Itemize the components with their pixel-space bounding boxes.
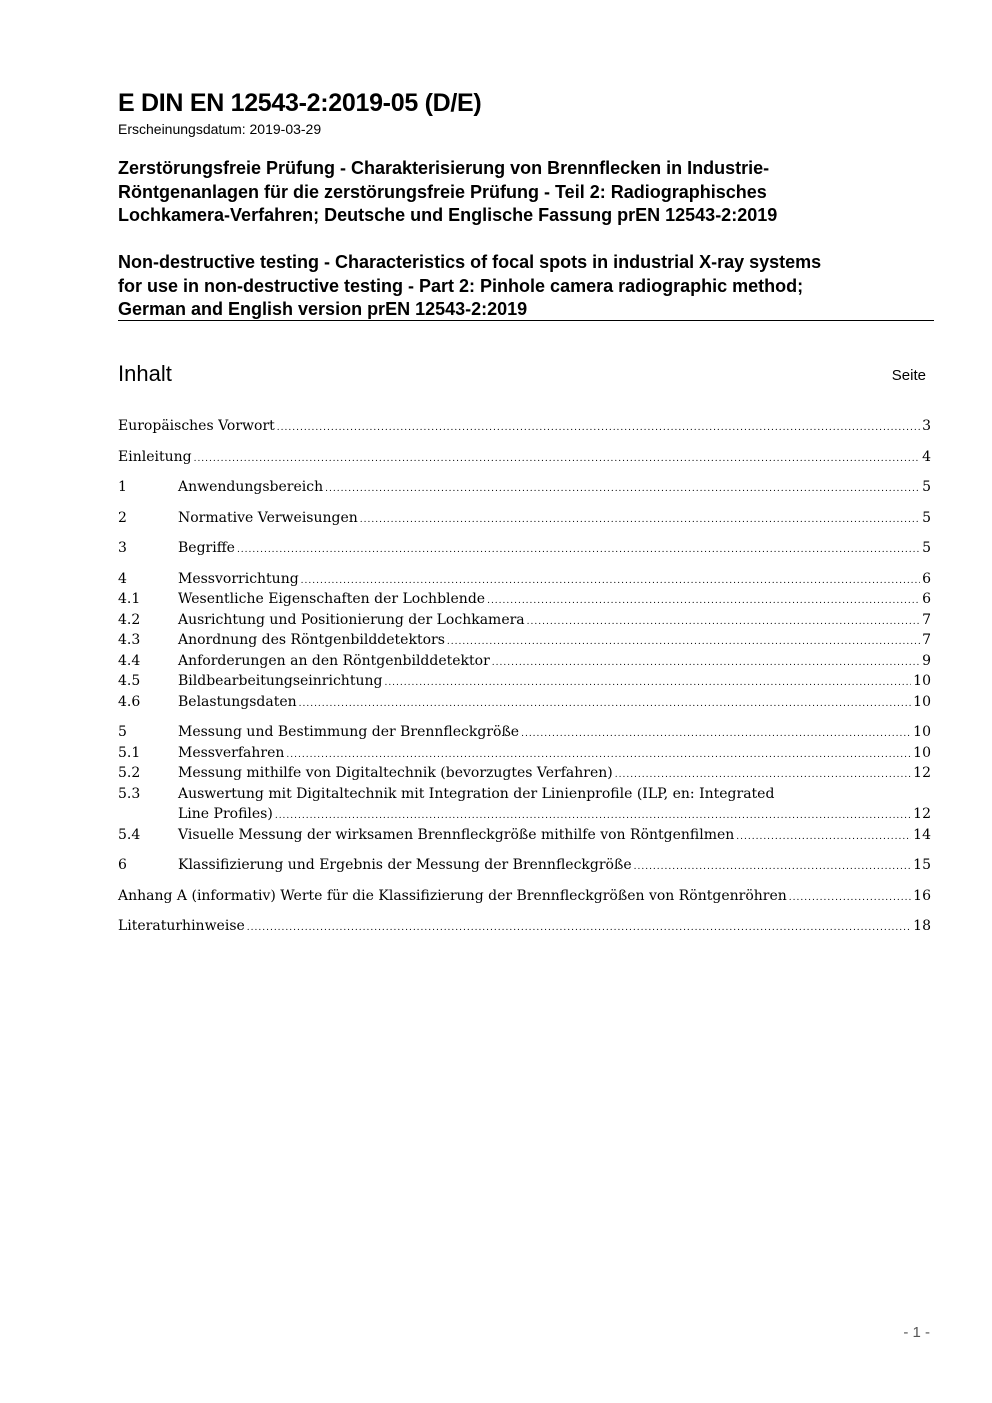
toc-entry-page: 14 bbox=[913, 826, 931, 843]
toc-entry[interactable] bbox=[118, 743, 931, 764]
toc-entry-number: 4.3 bbox=[118, 632, 141, 648]
toc-leader-dots bbox=[492, 653, 920, 674]
toc-entry-label: Klassifizierung und Ergebnis der Messung der Brennfleckgröße bbox=[178, 857, 632, 873]
toc-leader-dots bbox=[275, 806, 911, 827]
toc-entry-label: Anordnung des Röntgenbilddetektors bbox=[178, 632, 445, 648]
toc-entry-continuation[interactable] bbox=[118, 804, 931, 825]
toc-leader-dots bbox=[286, 745, 911, 766]
toc-entry-page: 15 bbox=[913, 857, 931, 873]
toc-entry-page: 12 bbox=[913, 806, 931, 822]
toc-entry-label: Europäisches Vorwort bbox=[118, 418, 275, 434]
toc-leader-dots bbox=[521, 724, 911, 745]
toc-entry[interactable] bbox=[118, 886, 931, 907]
toc-entry-label: Messung mithilfe von Digitaltechnik (bevorzugtes Verfahren) bbox=[178, 765, 613, 781]
toc-entry-number: 4.2 bbox=[118, 611, 141, 628]
toc-entry-label: Normative Verweisungen bbox=[178, 509, 358, 526]
toc-entry[interactable] bbox=[118, 825, 931, 846]
title-german-line: Lochkamera-Verfahren; Deutsche und Englische Fassung prEN 12543-2:2019 bbox=[118, 205, 778, 225]
toc-entry-number: 6 bbox=[118, 857, 127, 873]
toc-entry-label: Anhang A (informativ) Werte für die Klassifizierung der Brennfleckgrößen von Röntgenröhren bbox=[118, 887, 787, 904]
title-english-line: Non-destructive testing - Characteristics of focal spots in industrial X-ray systems bbox=[118, 252, 822, 272]
toc-entry-page: 5 bbox=[922, 509, 931, 526]
toc-entry-label: Bildbearbeitungseinrichtung bbox=[178, 673, 383, 689]
toc-entry-page: 5 bbox=[922, 479, 931, 495]
toc-entry[interactable] bbox=[118, 784, 931, 805]
toc-entry[interactable] bbox=[118, 671, 931, 692]
toc-heading: Inhalt bbox=[118, 361, 172, 386]
toc-leader-dots bbox=[237, 540, 920, 561]
toc-entry-label: Belastungsdaten bbox=[178, 693, 297, 710]
toc-entry-number: 2 bbox=[118, 509, 127, 526]
toc-leader-dots bbox=[247, 918, 911, 939]
toc-entry[interactable] bbox=[118, 508, 931, 529]
toc-entry[interactable] bbox=[118, 692, 931, 713]
toc-entry-page: 10 bbox=[913, 744, 931, 761]
toc-entry-number: 4 bbox=[118, 570, 127, 587]
toc-entry-number: 4.5 bbox=[118, 673, 141, 689]
toc-leader-dots bbox=[301, 571, 920, 592]
toc-leader-dots bbox=[384, 673, 911, 694]
toc-entry[interactable] bbox=[118, 651, 931, 672]
toc-entry[interactable] bbox=[118, 569, 931, 590]
toc-entry-label: Messung und Bestimmung der Brennfleckgröße bbox=[178, 724, 520, 740]
toc-leader-dots bbox=[325, 479, 920, 500]
toc-entry-label: Anwendungsbereich bbox=[178, 479, 324, 495]
toc-entry-label: Messverfahren bbox=[178, 744, 285, 761]
toc-entry-page: 10 bbox=[913, 724, 931, 740]
toc-entry[interactable] bbox=[118, 855, 931, 876]
toc-leader-dots bbox=[487, 591, 920, 612]
toc-entry[interactable] bbox=[118, 416, 931, 437]
toc-entry-page: 10 bbox=[913, 673, 931, 689]
title-german-line: Röntgenanlagen für die zerstörungsfreie Prüfung - Teil 2: Radiographisches bbox=[118, 181, 767, 202]
toc-entry[interactable] bbox=[118, 763, 931, 784]
toc-entry-page: 16 bbox=[913, 887, 931, 904]
toc-entry-page: 5 bbox=[922, 540, 931, 556]
toc-leader-dots bbox=[615, 765, 911, 786]
toc-entry-number: 5 bbox=[118, 724, 127, 740]
toc-entry-label: Auswertung mit Digitaltechnik mit Integration der Linienprofile (ILP, en: Integrated bbox=[178, 785, 775, 802]
toc-entry-page: 3 bbox=[922, 418, 931, 434]
toc-entry-page: 6 bbox=[922, 591, 931, 607]
toc-entry-number: 1 bbox=[118, 479, 127, 495]
toc-leader-dots bbox=[789, 888, 911, 909]
toc-entry[interactable] bbox=[118, 477, 931, 498]
toc-entry-label: Einleitung bbox=[118, 448, 192, 465]
toc-entry-page: 4 bbox=[922, 448, 931, 465]
toc-entry-number: 5.4 bbox=[118, 826, 141, 843]
toc-entry-label: Anforderungen an den Röntgenbilddetektor bbox=[178, 652, 490, 669]
toc-leader-dots bbox=[299, 694, 912, 715]
toc-entry-label: Line Profiles) bbox=[178, 806, 273, 822]
toc-entry[interactable] bbox=[118, 610, 931, 631]
title-english-line: German and English version prEN 12543-2:2019 bbox=[118, 299, 528, 319]
page-number: - 1 - bbox=[903, 1324, 930, 1341]
document-id: E DIN EN 12543-2:2019-05 (D/E) bbox=[118, 89, 482, 117]
toc-leader-dots bbox=[277, 418, 920, 439]
toc-entry[interactable] bbox=[118, 589, 931, 610]
title-german bbox=[118, 157, 938, 228]
toc-entry-number: 5.3 bbox=[118, 785, 141, 802]
toc-entry-number: 5.1 bbox=[118, 744, 141, 761]
toc-leader-dots bbox=[736, 827, 911, 848]
toc-entry-page: 12 bbox=[913, 765, 931, 781]
toc-entry[interactable] bbox=[118, 722, 931, 743]
toc-entry-page: 10 bbox=[913, 693, 931, 710]
toc-entry-label: Visuelle Messung der wirksamen Brennfleckgröße mithilfe von Röntgenfilmen bbox=[178, 826, 735, 843]
toc-leader-dots bbox=[527, 612, 920, 633]
toc-entry-label: Ausrichtung und Positionierung der Lochkamera bbox=[178, 611, 525, 628]
toc-entry-page: 7 bbox=[922, 632, 931, 648]
toc-entry-page: 6 bbox=[922, 570, 931, 587]
toc-entry[interactable] bbox=[118, 630, 931, 651]
toc-entry-number: 5.2 bbox=[118, 765, 141, 781]
toc-entry-page: 9 bbox=[922, 652, 931, 669]
toc-entry-page: 18 bbox=[913, 918, 931, 934]
toc-entry-label: Wesentliche Eigenschaften der Lochblende bbox=[178, 591, 486, 607]
table-of-contents bbox=[118, 416, 931, 937]
toc-entry-label: Begriffe bbox=[178, 540, 235, 556]
title-english-line: for use in non-destructive testing - Part 2: Pinhole camera radiographic method; bbox=[118, 275, 804, 296]
toc-entry-number: 3 bbox=[118, 540, 127, 556]
toc-entry[interactable] bbox=[118, 447, 931, 468]
toc-leader-dots bbox=[447, 632, 920, 653]
toc-page-column-label: Seite bbox=[891, 367, 926, 384]
toc-entry-number: 4.6 bbox=[118, 693, 141, 710]
title-english bbox=[118, 251, 938, 322]
toc-entry[interactable] bbox=[118, 538, 931, 559]
toc-leader-dots bbox=[634, 857, 912, 878]
toc-entry[interactable] bbox=[118, 916, 931, 937]
toc-entry-label: Messvorrichtung bbox=[178, 570, 299, 587]
title-german-line: Zerstörungsfreie Prüfung - Charakterisierung von Brennflecken in Industrie- bbox=[118, 158, 770, 178]
toc-entry-number: 4.1 bbox=[118, 591, 141, 607]
header-divider bbox=[118, 320, 934, 321]
toc-leader-dots bbox=[360, 510, 920, 531]
toc-entry-label: Literaturhinweise bbox=[118, 918, 245, 934]
toc-entry-number: 4.4 bbox=[118, 652, 141, 669]
toc-entry-page: 7 bbox=[922, 611, 931, 628]
toc-leader-dots bbox=[194, 449, 921, 470]
publication-date: Erscheinungsdatum: 2019-03-29 bbox=[118, 121, 322, 137]
